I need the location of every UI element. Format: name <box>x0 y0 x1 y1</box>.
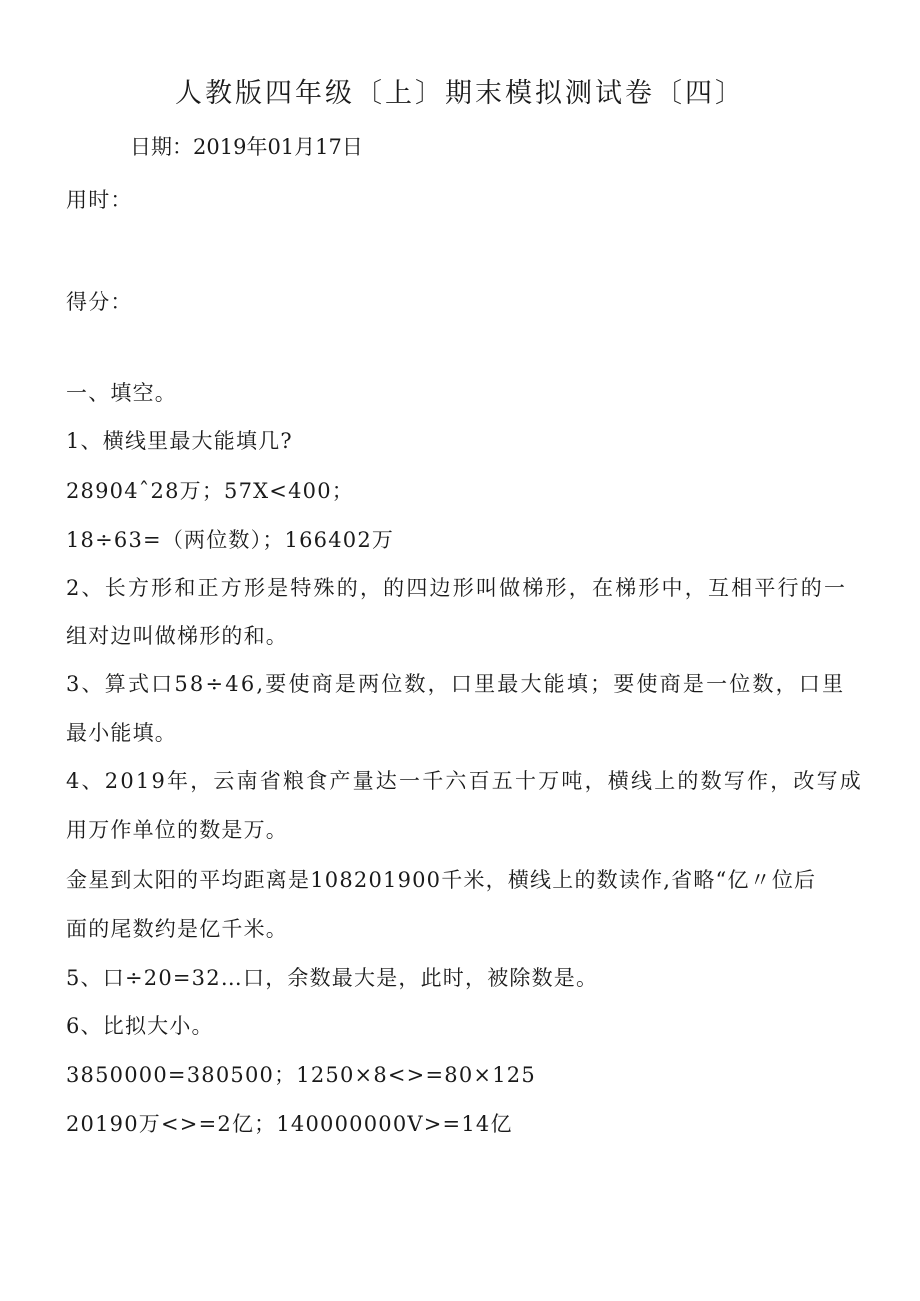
question-3-text: 3、算式口58÷46,要使商是两位数，口里最大能填；要使商是一位数，口里 <box>66 672 846 696</box>
question-3-line-2: 最小能填。 <box>66 721 177 745</box>
question-2-text: 2、长方形和正方形是特殊的，的四边形叫做梯形，在梯形中，互相平行的一 <box>66 576 848 600</box>
page-title: 人教版四年级〔上〕期末模拟测试卷〔四〕 <box>175 78 745 109</box>
question-1-line-2: 28904ˆ28万；57X<400； <box>66 479 354 503</box>
question-4-line-2: 用万作单位的数是万。 <box>66 818 288 842</box>
question-1-text: 1、横线里最大能填几? <box>66 429 293 453</box>
question-5-text: 5、口÷20=32…口，余数最大是，此时，被除数是。 <box>66 966 599 990</box>
question-1-line-3: 18÷63=（两位数）；166402万 <box>66 528 395 552</box>
date-line: 日期：2019年01月17日 <box>130 135 363 159</box>
section-heading: 一、填空。 <box>66 381 177 405</box>
question-4-text: 4、2019年，云南省粮食产量达一千六百五十万吨，横线上的数写作，改写成 <box>66 769 864 793</box>
question-6-text: 6、比拟大小。 <box>66 1014 214 1038</box>
question-4-line-4: 面的尾数约是亿千米。 <box>66 917 288 941</box>
question-2-line-2: 组对边叫做梯形的和。 <box>66 624 288 648</box>
time-label: 用时： <box>66 188 133 212</box>
question-6-line-3: 20190万<>=2亿；140000000V>=14亿 <box>66 1112 513 1136</box>
question-6-line-2: 3850000=380500；1250×8<>=80×125 <box>66 1063 536 1087</box>
question-4-line-3: 金星到太阳的平均距离是108201900千米，横线上的数读作,省略“亿〃位后 <box>66 868 817 892</box>
score-label: 得分： <box>66 290 133 314</box>
